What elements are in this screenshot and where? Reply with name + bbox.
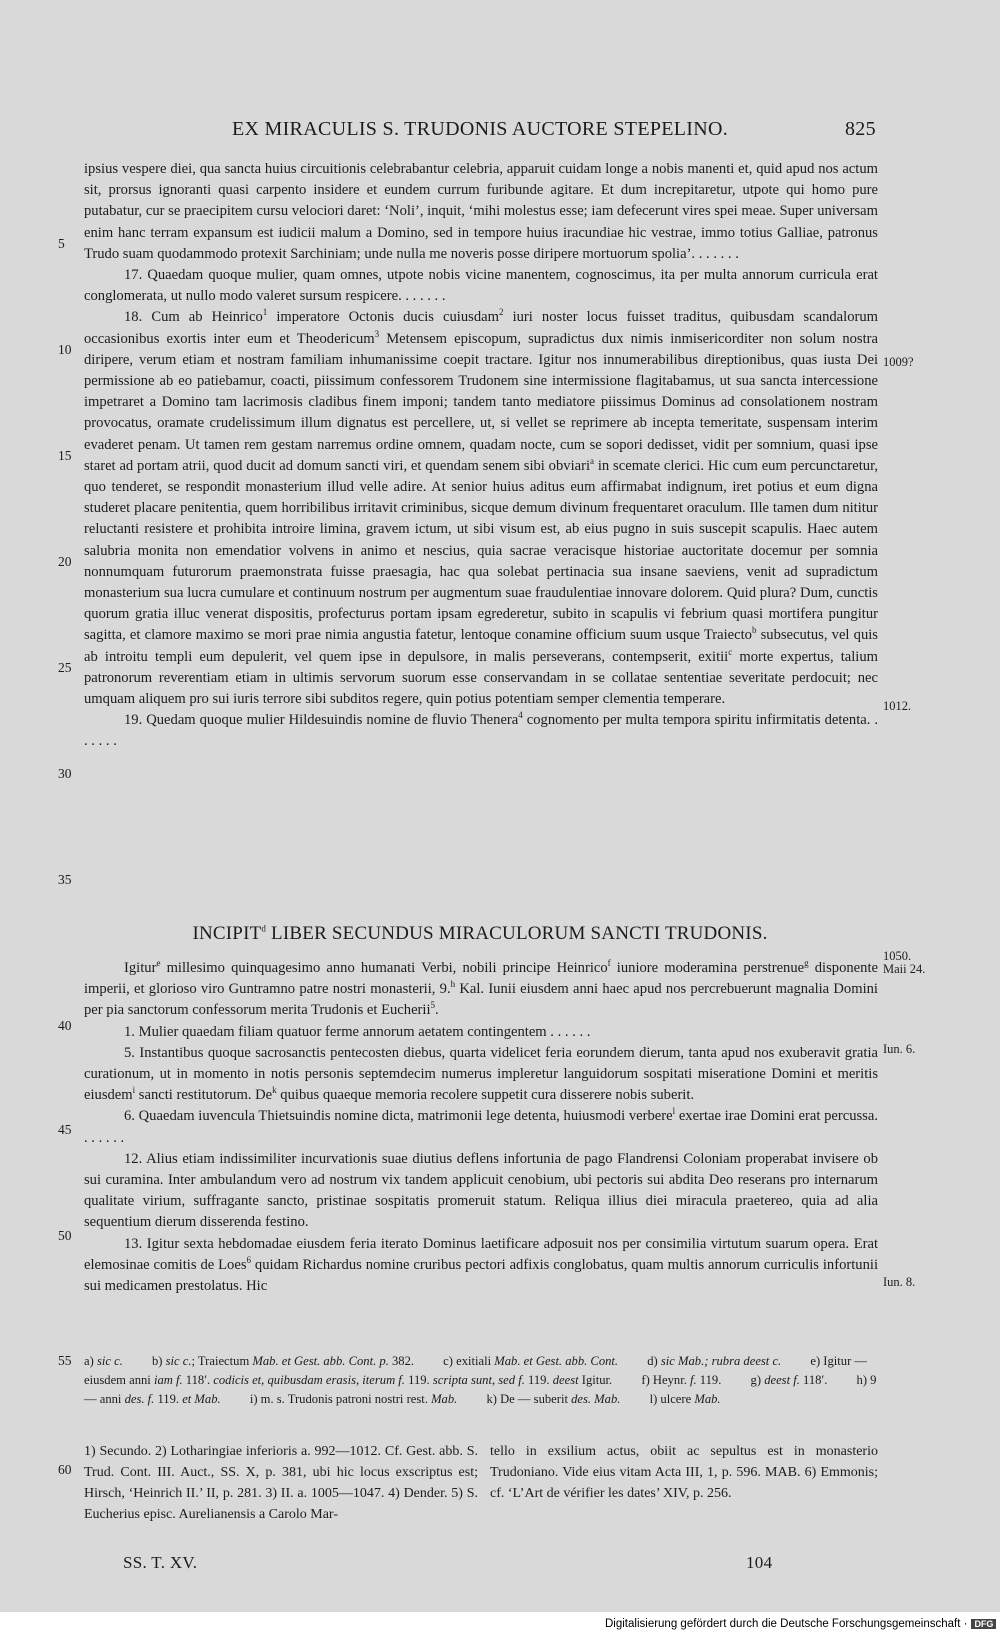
apparatus-note: f) Heynr. f. 119.	[641, 1373, 722, 1387]
credit-text: Digitalisierung gefördert durch die Deutsche Forschungsgemeinschaft ·	[605, 1618, 968, 1630]
paragraph: 12. Alius etiam indissimiliter incurvationis suae diutius deflens infortunia de pago Flandrensi Coloniam properabat invisere ob sui curamina. Inter ambulandum vero ad nostrum vix tandem applicuit cenobium, ubi pectoris sui abdita Deo reserans pro internarum qualitate virium, suffragante sancto, pristinae sospitatis promeruit statum. Reliqua illius diei miracula praetereo, quia ad alia sequentium dierum disserenda festino.	[84, 1150, 878, 1231]
line-number: 45	[58, 1122, 72, 1137]
apparatus-note: a) sic c.	[84, 1354, 123, 1368]
apparatus-note: d) sic Mab.; rubra deest c.	[647, 1354, 782, 1368]
margin-date: Iun. 8.	[883, 1275, 916, 1289]
heading-prefix: INCIPIT	[192, 923, 262, 944]
line-number: 55	[58, 1353, 72, 1368]
footnotes-left-column	[84, 1441, 478, 1525]
footer-signature: 104	[746, 1553, 773, 1572]
line-number: 60	[58, 1462, 72, 1477]
footnotes-left-text: 1) Secundo. 2) Lotharingiae inferioris a. 992—1012. Cf. Gest. abb. S. Trud. Cont. III. Auct., SS. X, p. 381, ubi hic locus exscriptus est; Hirsch, ‘Heinrich II.’ II, p. 281. 3) II. a. 1005—1047. 4) Dender. 5) S. Eucherius episc. Aurelianensis a Carolo Mar-	[84, 1444, 478, 1522]
text-block-book-two	[84, 958, 878, 1297]
apparatus-note: c) exitiali Mab. et Gest. abb. Cont.	[443, 1354, 619, 1368]
paragraph: 1. Mulier quaedam filiam quatuor ferme annorum aetatem contingentem . . . . . .	[124, 1023, 591, 1040]
footnotes-right-text: tello in exsilium actus, obiit ac sepultus est in monasterio Trudoniano. Vide eius vitam Acta III, 1, p. 596. MAB. 6) Emmonis; cf. ‘L’Art de vérifier les dates’ XIV, p. 256.	[490, 1444, 878, 1501]
margin-date: Iun. 6.	[883, 1042, 916, 1056]
line-number: 35	[58, 872, 72, 887]
dfg-logo: DFG	[971, 1619, 996, 1629]
line-number: 30	[58, 766, 72, 781]
apparatus-note: i) m. s. Trudonis patroni nostri rest. Mab.	[249, 1392, 458, 1406]
paragraph: 18. Cum ab Heinrico$^1$ imperatore Octonis ducis cuiusdam$^2$ iuri noster locus fuisset traditus, quibusdam scandalorum occasionibus exortis inter eum et Theodericum$^3$ Metensem episcopum, supradictus dux nimis inmisericorditer non solum nostra diripere, verum etiam et nostram familiam inhumanissime coepit tractare. Igitur nos innumerabilibus direptionibus, quas iusta Dei permissione ab eo patiebamur, coacti, piissimum confessorem Trudonem sine intermissione flagitabamus, ut sua sancta intercessione impetraret a Domino tam lacrimosis cladibus finem imponi; tandem tanto mediatore piissimus Dominus ad consolationem nostram provocatus, oramate crudelissimum illum dignatus est percellere, ut, si vellet se reprimere ab incepta temeritate, suspensam interim evaderet penam. Ut tamen rem gestam narremus ordine omnem, quadam nocte, cum se sopori dedisset, vidit per somnium, quasi ipse staret ad portam atrii, quod ducit ad domum sancti viri, et quendam senem sibi obviari$^a$ in scemate clerici. Hic cum eum percunctaretur, quo tenderet, se respondit monasterium illud velle adire. At senior huius aditus eum affirmabat indignum, iret potius et eum digna studeret placare penitentia, quem horribilibus irritavit criminibus, sicque demum divinum frequentaret oraculum. Ille tamen dum nititur reluctanti resistere et prohibita introire limina, gravem ictum, ut sibi visum est, ab eius pugno in suis suscepit scapulis. Haec autem salubria monita non emendatior volvens in animo et nescius, quia sacrae veracisque historiae auctoritate docemur per somnia nonnumquam futurorum praemonstrata fuisse praesagia, hac qua solebat pertinacia sua insane saeviens, venit ad supradictum monasterium sua lucra cumulare et continuum nostrum per augmentum suae fraudulentiae innovare dolorem. Quid plura? Dum, cunctis quorum gratia illuc venerat dispositis, profecturus portam ipsam egrederetur, subito in scapulis vi febrium quasi mortifera pungitur sagitta, et clamore maximo se mori prae nimia angustia fatetur, lentoque conamine officium suum usque Traiecto$^b$ subsecutus, vel quis ab introitu templi eum depulerit, vel quem ipse in depulsore, in malis perseverans, contempserit, exitii$^c$ morte expertus, talium patronorum reverentiam etiam in ultimis servorum suorum esse conservandam in se collatae sententiae severitate perdocuit; nec umquam aliquem pro sui iuris terrore sibi subditos regere, quin potius potentiam semper clementia temperare.	[84, 307, 878, 708]
footnotes-right-column	[490, 1441, 878, 1504]
section-heading	[0, 923, 960, 945]
paragraph: 5. Instantibus quoque sacrosanctis pentecosten diebus, quarta videlicet feria eorundem dierum, tanta apud nos exuberavit gratia curationum, ut in momento in notis personis septemdecim numerus impleretur languidorum sospitati miseratione Domini et meritis eiusdem$^i$ sancti restitutorum. De$^k$ quibus quaeque memoria recolere suppetit cura disserere nobis suberit.	[84, 1044, 878, 1104]
critical-apparatus	[84, 1352, 878, 1409]
apparatus-note: b) sic c.; Traiectum Mab. et Gest. abb. Cont. p. 382.	[151, 1354, 415, 1368]
paragraph: 17. Quaedam quoque mulier, quam omnes, utpote nobis vicine manentem, cognoscimus, ita per multa annorum curricula erat conglomerata, ut nullo modo valeret sursum respicere. . . . . . .	[84, 267, 878, 305]
apparatus-note: g) deest f. 118′.	[750, 1373, 828, 1387]
line-number: 20	[58, 554, 72, 569]
margin-date: 1012.	[883, 699, 912, 713]
line-number: 40	[58, 1018, 72, 1033]
page-number: 825	[845, 118, 876, 140]
heading-text: LIBER SECUNDUS MIRACULORUM SANCTI TRUDONIS.	[266, 923, 768, 944]
apparatus-note: h) 9 — anni des. f. 119. et Mab.	[84, 1373, 877, 1406]
line-number: 25	[58, 660, 72, 675]
margin-date: 1050. Maii 24.	[883, 949, 926, 976]
margin-date: 1009?	[883, 355, 914, 369]
paragraph: 19. Quedam quoque mulier Hildesuindis nomine de fluvio Thenera$^4$ cognomento per multa tempora spiritu infirmitatis detenta. . . . . . .	[84, 710, 878, 750]
line-number: 15	[58, 448, 72, 463]
line-number: 5	[58, 236, 65, 251]
paragraph: 6. Quaedam iuvencula Thietsuindis nomine dicta, matrimonii lege detenta, huiusmodi verbere$^l$ exertae irae Domini erat percussa. . . . . . .	[84, 1106, 878, 1146]
running-header-title: EX MIRACULIS S. TRUDONIS AUCTORE STEPELINO.	[231, 118, 729, 140]
digitization-credit	[605, 1618, 996, 1630]
heading-sup: d	[261, 923, 267, 934]
paragraph: 13. Igitur sexta hebdomadae eiusdem feria iterato Dominus laetificare adposuit nos per consimilia virtutum suarum opera. Erat elemosinae comitis de Loes$^6$ quidam Richardus nomine cruribus pectori adfixis conglobatus, quam multis annorum curriculis infortunii sui medicamen prestolatus. Hic	[84, 1235, 879, 1295]
footer-volume: SS. T. XV.	[123, 1553, 198, 1572]
paragraph: ipsius vespere diei, qua sancta huius circuitionis celebrabantur celebria, apparuit cuidam longe a nobis manenti et, quid apud nos actum sit, prorsus ignoranti quasi carpento insidere et eundem currum furibunde agitare. Et dum increpitaretur, utpote qui homo pure putabatur, cur se praecipitem cursu velociori daret: ‘Noli’, inquit, ‘mihi molestus esse; iam defecerunt vires spei meae. Super universam enim hanc terram expansum est iudicii malum a Domino, sed in tempore huius iracundiae hic vestrae, immo totius Galliae, patronus Trudo suam quodammodo protexit Sarchiniam; unde nulla me noveris posse diripere mortuorum spolia’. . . . . . .	[84, 161, 878, 262]
paragraph: Igitur$^e$ millesimo quinquagesimo anno humanati Verbi, nobili principe Heinrico$^f$ iuniore moderamina perstrenue$^g$ disponente imperii, et glorioso viro Guntramno patre nostri monasterii, 9.$^h$ Kal. Iunii eiusdem anni haec apud nos percrebuerunt magnalia Domini per pia sanctorum confessorum merita Trudonis et Eucherii$^5$.	[84, 958, 878, 1019]
line-number: 50	[58, 1228, 72, 1243]
line-number: 10	[58, 342, 72, 357]
text-block-book-one	[84, 159, 878, 753]
apparatus-note: k) De — suberit des. Mab.	[486, 1392, 621, 1406]
apparatus-note: e) Igitur — eiusdem anni iam f. 118′. codicis et, quibusdam erasis, iterum f. 119. scripta sunt, sed f. 119. deest Igitur.	[84, 1354, 868, 1387]
apparatus-note: l) ulcere Mab.	[649, 1392, 721, 1406]
